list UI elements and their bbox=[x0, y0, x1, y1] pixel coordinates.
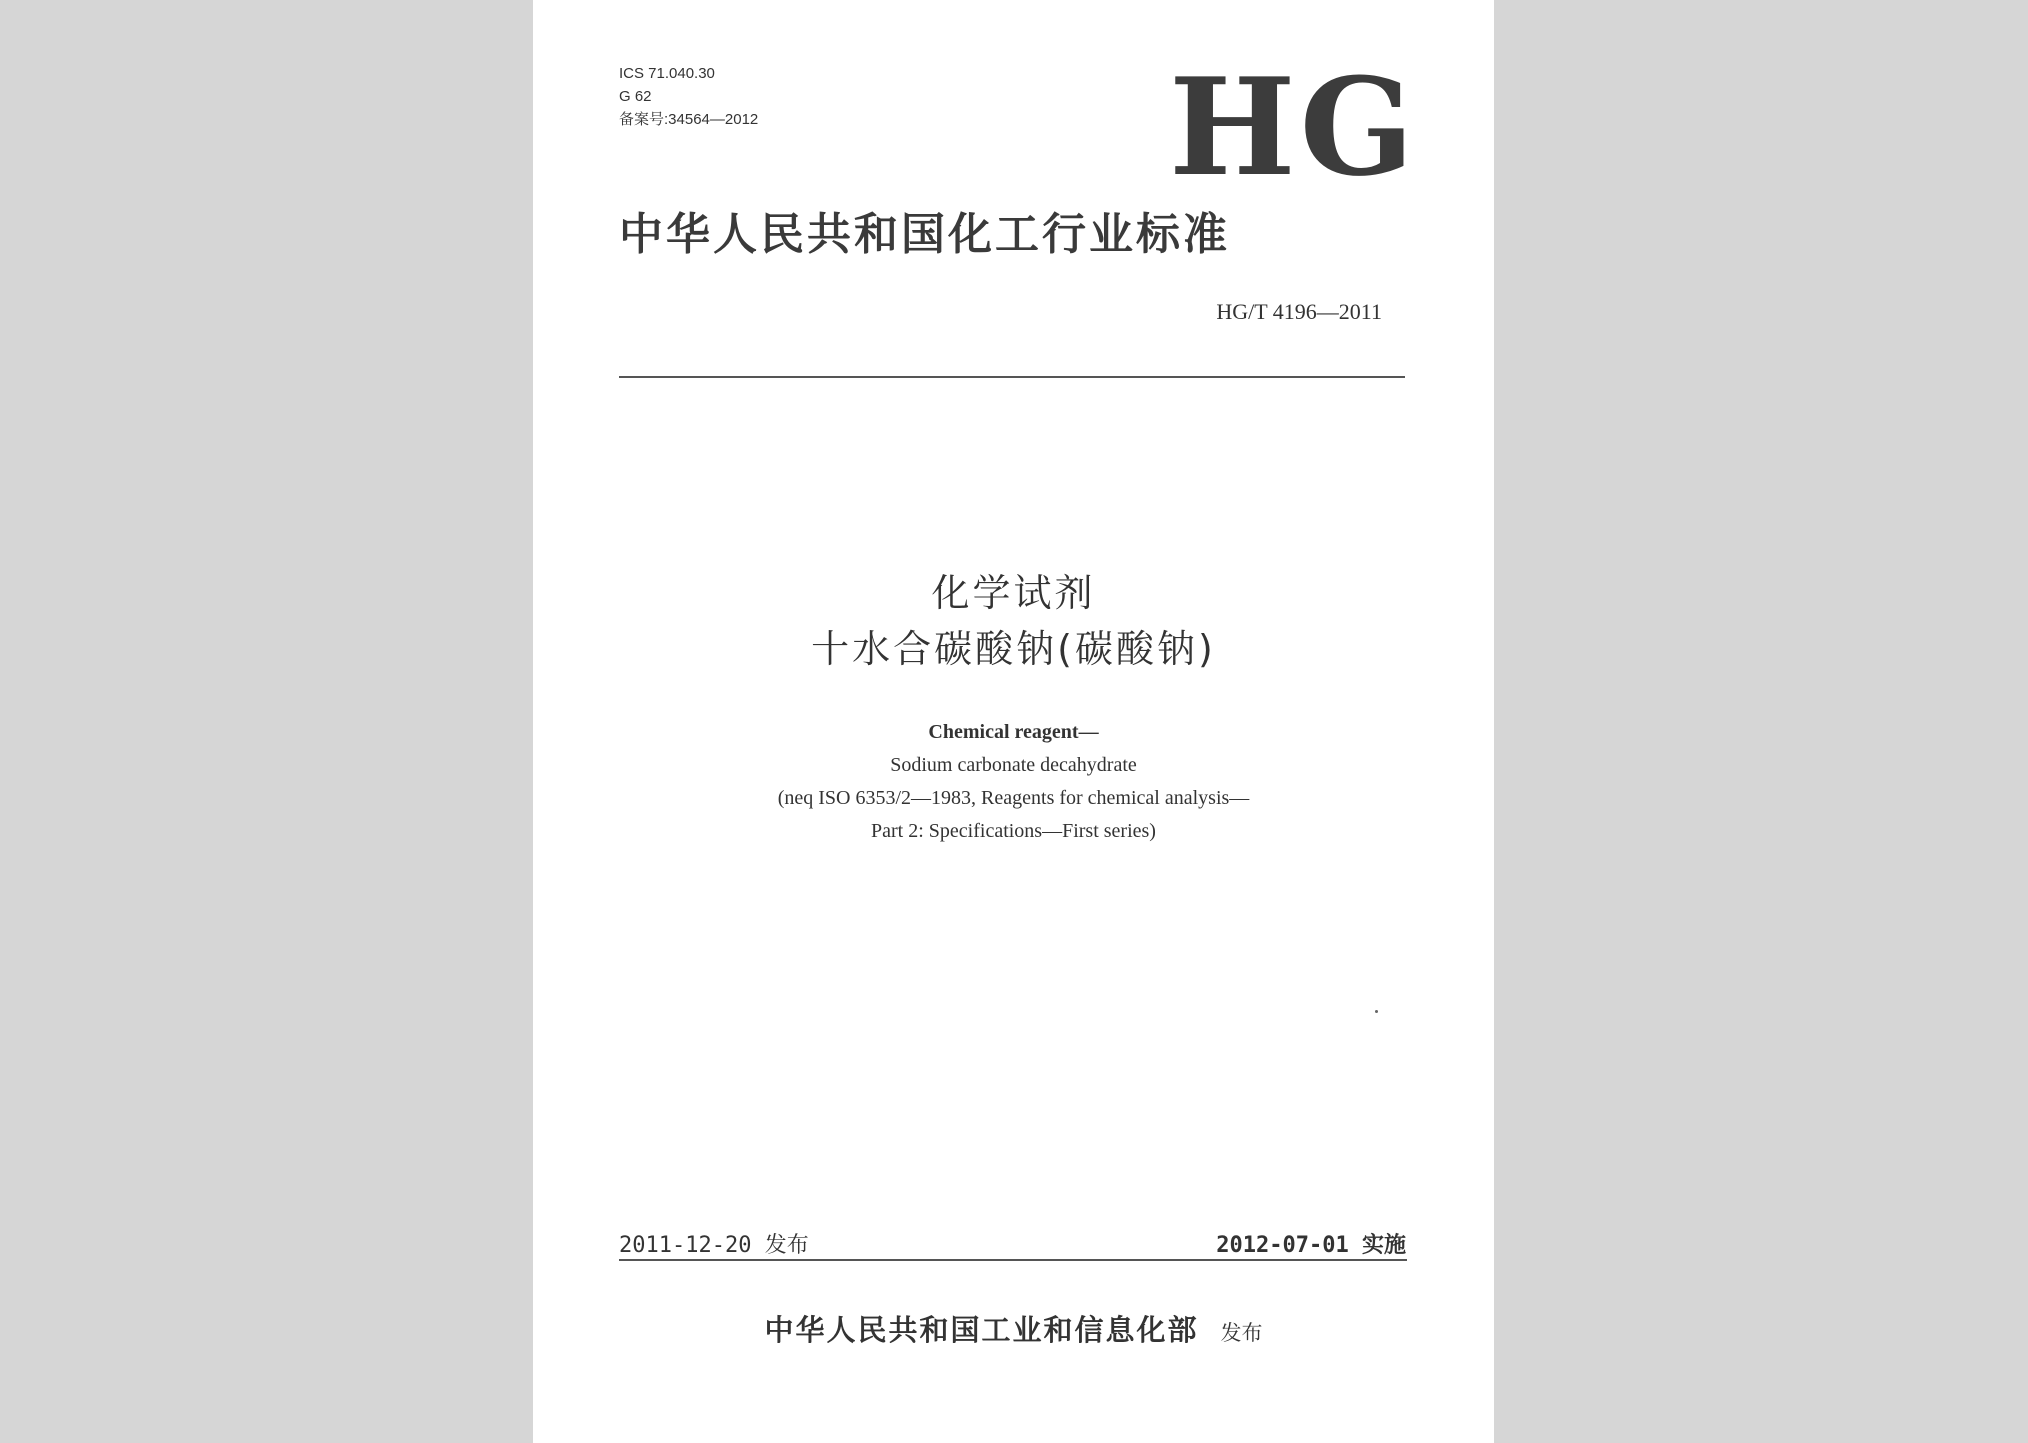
bottom-divider bbox=[619, 1259, 1407, 1261]
english-title-line-4: Part 2: Specifications—First series) bbox=[871, 820, 1156, 842]
issuing-organization: 中华人民共和国工业和信息化部 bbox=[764, 1313, 1199, 1347]
release-date: 2011-12-20 发布 bbox=[619, 1233, 809, 1258]
document-page bbox=[533, 0, 1494, 1443]
classification-block bbox=[619, 62, 758, 131]
english-title-line-3: (neq ISO 6353/2—1983, Reagents for chemical analysis— bbox=[777, 787, 1250, 809]
issue-action: 发布 bbox=[1220, 1321, 1263, 1345]
implementation-date: 2012-07-01 实施 bbox=[1216, 1233, 1406, 1258]
hg-logo: HG bbox=[1169, 48, 1419, 206]
standard-number: HG/T 4196—2011 bbox=[1216, 299, 1382, 324]
english-title-line-1: Chemical reagent— bbox=[928, 721, 1099, 743]
chinese-title-line-2: 十水合碳酸钠(碳酸钠) bbox=[811, 627, 1216, 671]
scan-speck bbox=[1375, 1010, 1378, 1013]
standard-title: 中华人民共和国化工行业标准 bbox=[619, 209, 1230, 260]
chinese-title-line-1: 化学试剂 bbox=[931, 571, 1096, 615]
top-divider bbox=[619, 376, 1405, 378]
english-title bbox=[533, 716, 1494, 848]
issuer-line bbox=[533, 1308, 1494, 1349]
ics-code: ICS 71.040.30 bbox=[619, 65, 715, 82]
classification-code: G 62 bbox=[619, 88, 652, 105]
english-title-line-2: Sodium carbonate decahydrate bbox=[890, 754, 1137, 776]
record-number: 备案号:34564—2012 bbox=[619, 111, 759, 128]
